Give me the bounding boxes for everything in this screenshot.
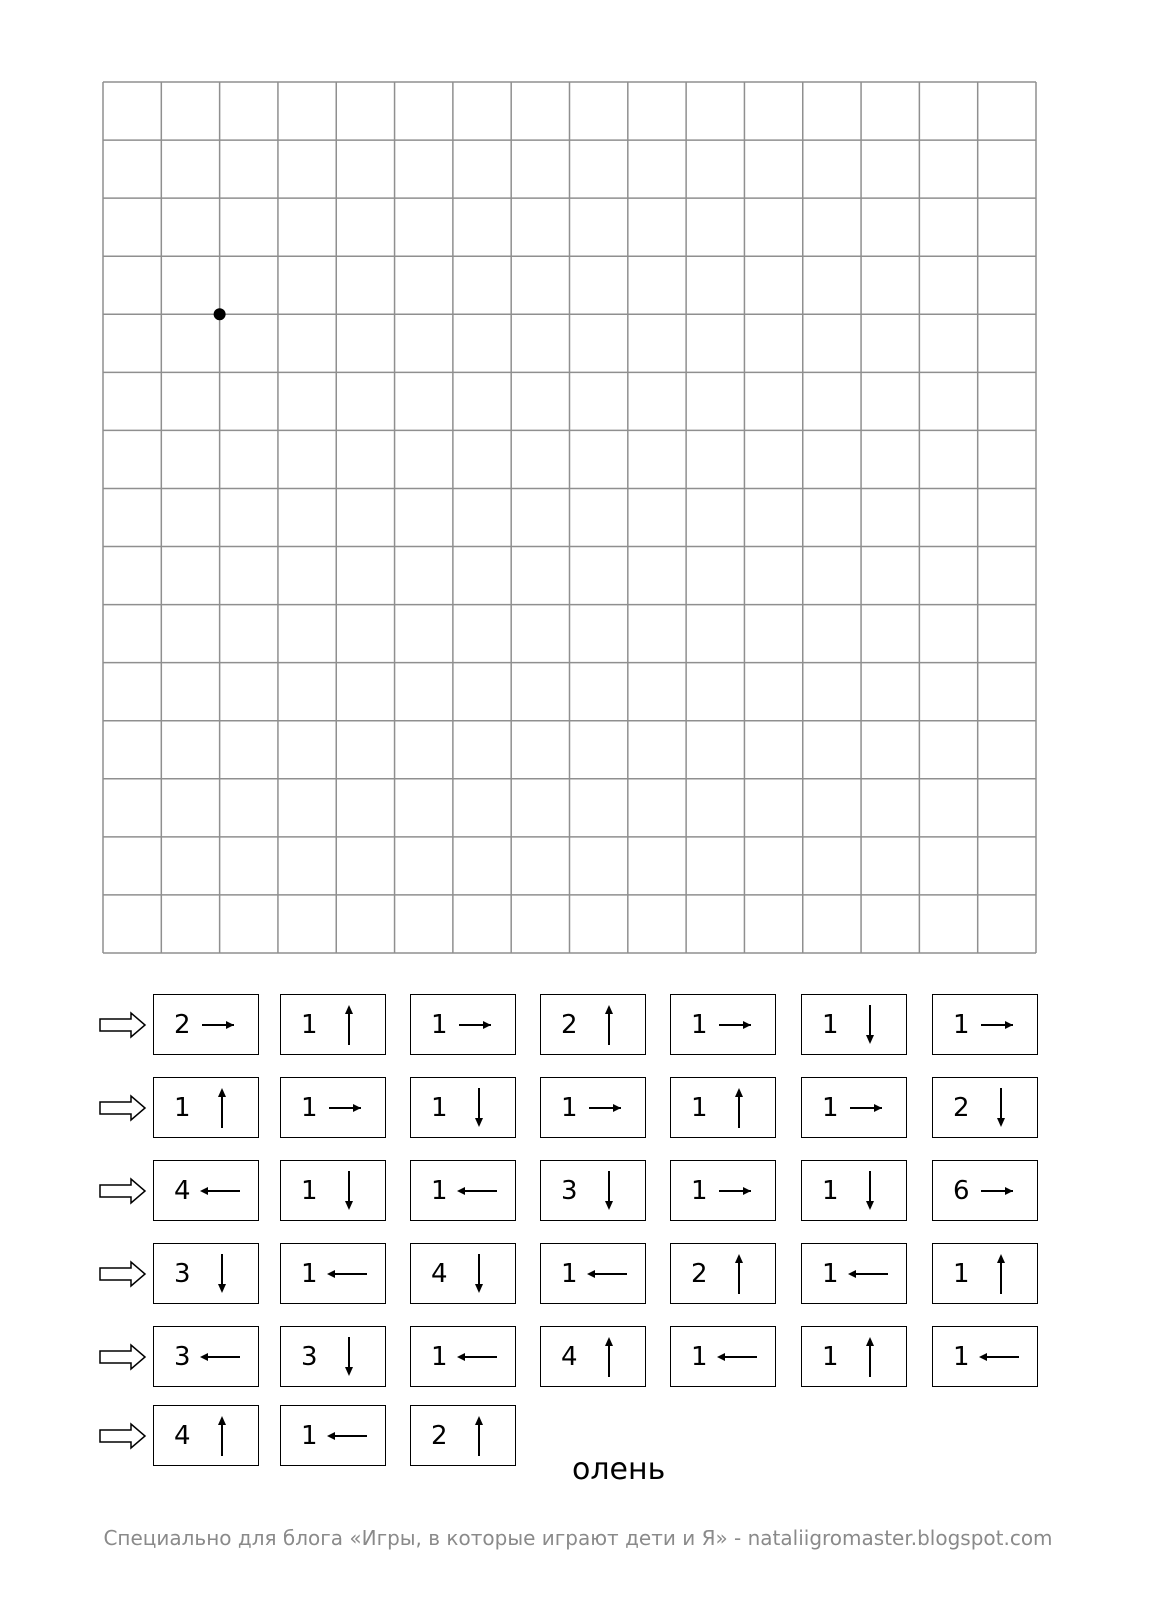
step-count: 4 xyxy=(431,1259,448,1289)
instruction-card xyxy=(153,1405,259,1466)
step-count: 1 xyxy=(301,1259,318,1289)
instruction-card xyxy=(280,1243,386,1304)
step-count: 1 xyxy=(431,1342,448,1372)
outline-right-arrow-icon xyxy=(97,1177,149,1205)
outline-right-arrow-icon xyxy=(97,1343,149,1371)
instruction-card xyxy=(540,1077,646,1138)
instruction-card xyxy=(932,1326,1038,1387)
step-count: 1 xyxy=(691,1176,708,1206)
instruction-card xyxy=(153,1326,259,1387)
instruction-card xyxy=(932,994,1038,1055)
instruction-card xyxy=(540,1326,646,1387)
step-count: 1 xyxy=(301,1010,318,1040)
outline-right-arrow-icon xyxy=(97,1011,149,1039)
step-count: 3 xyxy=(174,1342,191,1372)
instruction-card xyxy=(153,1160,259,1221)
step-count: 1 xyxy=(561,1093,578,1123)
right-arrow-icon xyxy=(541,1078,645,1137)
down-arrow-icon xyxy=(541,1161,645,1220)
left-arrow-icon xyxy=(411,1327,515,1386)
instruction-card xyxy=(540,994,646,1055)
answer-word: олень xyxy=(572,1452,666,1487)
down-arrow-icon xyxy=(933,1078,1037,1137)
step-count: 1 xyxy=(822,1176,839,1206)
right-arrow-icon xyxy=(154,995,258,1054)
step-count: 1 xyxy=(301,1421,318,1451)
step-count: 1 xyxy=(431,1176,448,1206)
step-count: 1 xyxy=(431,1093,448,1123)
step-count: 1 xyxy=(953,1259,970,1289)
down-arrow-icon xyxy=(281,1327,385,1386)
up-arrow-icon xyxy=(671,1244,775,1303)
instruction-card xyxy=(540,1243,646,1304)
instruction-card xyxy=(801,994,907,1055)
instruction-card xyxy=(410,1326,516,1387)
instruction-card xyxy=(410,1077,516,1138)
instruction-card xyxy=(932,1160,1038,1221)
left-arrow-icon xyxy=(541,1244,645,1303)
left-arrow-icon xyxy=(281,1244,385,1303)
instruction-card xyxy=(932,1243,1038,1304)
step-count: 3 xyxy=(174,1259,191,1289)
step-count: 2 xyxy=(431,1421,448,1451)
step-count: 1 xyxy=(953,1342,970,1372)
right-arrow-icon xyxy=(281,1078,385,1137)
instruction-card xyxy=(801,1243,907,1304)
up-arrow-icon xyxy=(154,1078,258,1137)
instruction-card xyxy=(280,1077,386,1138)
instruction-card xyxy=(670,994,776,1055)
down-arrow-icon xyxy=(411,1078,515,1137)
start-point-dot[interactable] xyxy=(214,308,226,320)
left-arrow-icon xyxy=(154,1327,258,1386)
down-arrow-icon xyxy=(154,1244,258,1303)
instruction-card xyxy=(670,1160,776,1221)
credit-line: Специально для блога «Игры, в которые играют дети и Я» - nataliigromaster.blogspot.com xyxy=(103,1526,1053,1550)
instruction-card xyxy=(410,994,516,1055)
step-count: 1 xyxy=(301,1093,318,1123)
instruction-card xyxy=(153,1077,259,1138)
step-count: 3 xyxy=(301,1342,318,1372)
left-arrow-icon xyxy=(802,1244,906,1303)
down-arrow-icon xyxy=(802,1161,906,1220)
down-arrow-icon xyxy=(411,1244,515,1303)
step-count: 1 xyxy=(822,1010,839,1040)
outline-right-arrow-icon xyxy=(97,1094,149,1122)
instruction-card xyxy=(280,1405,386,1466)
instruction-card xyxy=(410,1160,516,1221)
step-count: 1 xyxy=(431,1010,448,1040)
outline-right-arrow-icon xyxy=(97,1422,149,1450)
right-arrow-icon xyxy=(411,995,515,1054)
instruction-card xyxy=(153,994,259,1055)
step-count: 2 xyxy=(953,1093,970,1123)
right-arrow-icon xyxy=(933,1161,1037,1220)
instruction-card xyxy=(670,1326,776,1387)
left-arrow-icon xyxy=(154,1161,258,1220)
step-count: 1 xyxy=(691,1093,708,1123)
down-arrow-icon xyxy=(802,995,906,1054)
instruction-card xyxy=(410,1243,516,1304)
step-count: 1 xyxy=(822,1093,839,1123)
step-count: 3 xyxy=(561,1176,578,1206)
step-count: 2 xyxy=(174,1010,191,1040)
instruction-card xyxy=(670,1243,776,1304)
down-arrow-icon xyxy=(281,1161,385,1220)
instruction-card xyxy=(801,1160,907,1221)
instruction-card xyxy=(801,1326,907,1387)
left-arrow-icon xyxy=(933,1327,1037,1386)
step-count: 4 xyxy=(561,1342,578,1372)
step-count: 1 xyxy=(561,1259,578,1289)
up-arrow-icon xyxy=(281,995,385,1054)
instruction-card xyxy=(280,994,386,1055)
up-arrow-icon xyxy=(671,1078,775,1137)
instruction-card xyxy=(280,1160,386,1221)
right-arrow-icon xyxy=(671,995,775,1054)
up-arrow-icon xyxy=(541,1327,645,1386)
instruction-card xyxy=(932,1077,1038,1138)
instruction-card xyxy=(540,1160,646,1221)
step-count: 4 xyxy=(174,1421,191,1451)
up-arrow-icon xyxy=(411,1406,515,1465)
instruction-card xyxy=(670,1077,776,1138)
right-arrow-icon xyxy=(933,995,1037,1054)
step-count: 1 xyxy=(953,1010,970,1040)
left-arrow-icon xyxy=(671,1327,775,1386)
step-count: 2 xyxy=(691,1259,708,1289)
step-count: 6 xyxy=(953,1176,970,1206)
step-count: 1 xyxy=(174,1093,191,1123)
instruction-card xyxy=(801,1077,907,1138)
step-count: 1 xyxy=(691,1010,708,1040)
left-arrow-icon xyxy=(411,1161,515,1220)
step-count: 2 xyxy=(561,1010,578,1040)
outline-right-arrow-icon xyxy=(97,1260,149,1288)
instruction-card xyxy=(153,1243,259,1304)
step-count: 1 xyxy=(822,1259,839,1289)
instruction-card xyxy=(410,1405,516,1466)
step-count: 1 xyxy=(822,1342,839,1372)
instruction-card xyxy=(280,1326,386,1387)
right-arrow-icon xyxy=(671,1161,775,1220)
up-arrow-icon xyxy=(802,1327,906,1386)
step-count: 4 xyxy=(174,1176,191,1206)
up-arrow-icon xyxy=(933,1244,1037,1303)
right-arrow-icon xyxy=(802,1078,906,1137)
left-arrow-icon xyxy=(281,1406,385,1465)
up-arrow-icon xyxy=(154,1406,258,1465)
step-count: 1 xyxy=(691,1342,708,1372)
up-arrow-icon xyxy=(541,995,645,1054)
step-count: 1 xyxy=(301,1176,318,1206)
